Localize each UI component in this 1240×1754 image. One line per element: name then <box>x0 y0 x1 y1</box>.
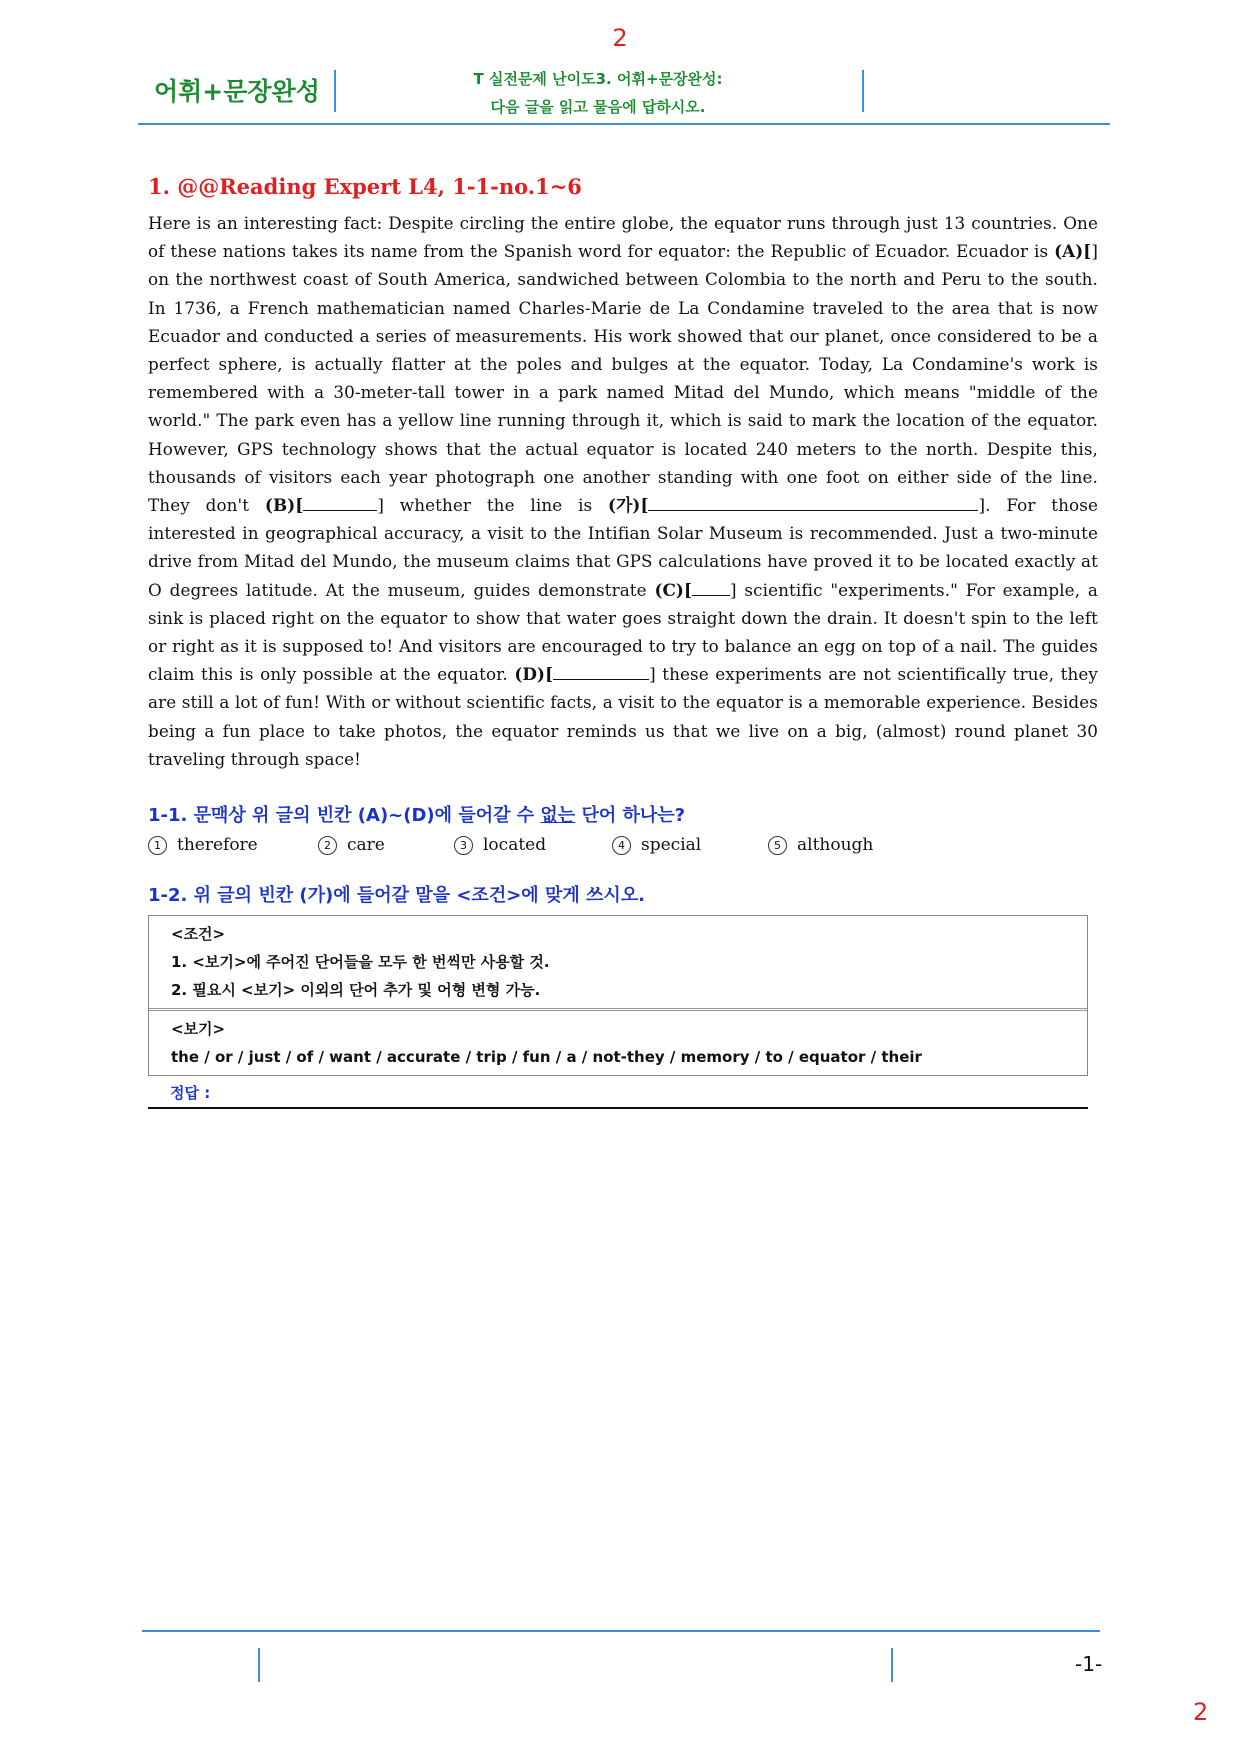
choice-1-number: 1 <box>148 836 167 855</box>
bogi-section <box>149 1008 1087 1075</box>
choice-2-text: care <box>347 835 385 856</box>
header-subtitle-line2: 다음 글을 읽고 물음에 답하시오. <box>490 98 706 116</box>
passage-part-5: ] scientific "experiments." For example, a sink is placed right on the equator to show that water goes straight down the drain. It doesn't spin to the left or right as it is supposed to! And visitors are encouraged to try to balance an egg on top of a nail. The guides claim this is only possible at the equator. <box>148 579 1098 685</box>
choice-3[interactable] <box>454 835 612 855</box>
bogi-heading: <보기> <box>171 1020 226 1039</box>
choice-5-number: 5 <box>768 836 787 855</box>
blank-b-label: (B)[ <box>264 495 304 516</box>
subquestion-2-blank: (가) <box>299 885 334 907</box>
choice-3-number: 3 <box>454 836 473 855</box>
subquestion-1-text-mid: 에 들어갈 수 <box>434 805 541 827</box>
blank-ga-label: (가)[ <box>608 495 649 516</box>
condition-2: 2. 필요시 <보기> 이외의 단어 추가 및 어형 변형 가능. <box>171 981 541 1000</box>
top-page-number: 2 <box>612 24 628 52</box>
footer-divider-left <box>258 1648 260 1682</box>
header-divider-left <box>334 70 336 112</box>
header-title: 어휘+문장완성 <box>154 77 320 106</box>
blank-c <box>692 581 730 596</box>
subquestion-1-number: 1-1. <box>148 805 188 827</box>
subquestion-2-prompt <box>148 881 1098 907</box>
blank-b <box>303 496 377 511</box>
subquestion-1-choices <box>148 835 1098 855</box>
header-subtitle <box>348 65 848 121</box>
footer-page-label: -1- <box>1075 1652 1103 1676</box>
subquestion-1-prompt <box>148 801 1098 827</box>
subquestion-2-text-after: 에 들어갈 말을 <조건>에 맞게 쓰시오. <box>333 885 645 907</box>
choice-4-number: 4 <box>612 836 631 855</box>
blank-a-label: (A)[ <box>1054 241 1092 262</box>
header-divider-right <box>862 70 864 112</box>
choice-4[interactable] <box>612 835 768 855</box>
main-content <box>148 174 1098 1109</box>
subquestion-1-range: (A)~(D) <box>357 805 435 827</box>
passage-part-1: Here is an interesting fact: Despite circling the entire globe, the equator runs through just 13 countries. One of these nations takes its name from the Spanish word for equator: the Republic of Ecuador. Ecuador is <box>148 213 1098 262</box>
blank-d <box>553 665 649 680</box>
conditions-heading: <조건> <box>171 925 226 944</box>
footer-rule <box>142 1630 1100 1632</box>
subquestion-2-text-before: 위 글의 빈칸 <box>187 885 300 907</box>
subquestion-1-text-after: 단어 하나는? <box>575 805 686 827</box>
choice-2-number: 2 <box>318 836 337 855</box>
blank-ga <box>648 496 978 511</box>
answer-field[interactable] <box>148 1076 1088 1109</box>
passage-part-3: ] whether the line is <box>377 495 609 516</box>
bottom-page-number: 2 <box>1193 1698 1209 1726</box>
subquestion-1-text-before: 문맥상 위 글의 빈칸 <box>187 805 358 827</box>
conditions-section <box>149 916 1087 1008</box>
question-title: 1. @@Reading Expert L4, 1-1-no.1~6 <box>148 174 582 199</box>
page-header <box>138 62 1110 124</box>
passage-part-4: ]. For those interested in geographical accuracy, a visit to the Intifian Solar Museum is recommended. Just a two-minute drive from Mitad del Mundo, the museum claims that GPS calculations have proved it to be located exactly at O degrees latitude. At the museum, guides demonstrate <box>148 495 1098 600</box>
choice-3-text: located <box>483 835 547 856</box>
choice-1[interactable] <box>148 835 318 855</box>
subquestion-2-number: 1-2. <box>148 885 188 907</box>
conditions-box <box>148 915 1088 1076</box>
choice-5-text: although <box>797 835 874 856</box>
passage-part-6: ] these experiments are not scientifically true, they are still a lot of fun! With or without scientific facts, a visit to the equator is a memorable experience. Besides being a fun place to take photos, the equator reminds us that we live on a big, (almost) round planet 30 traveling through space! <box>148 664 1098 769</box>
choice-1-text: therefore <box>177 835 258 856</box>
choice-5[interactable] <box>768 835 918 855</box>
header-rule <box>138 123 1110 125</box>
choice-2[interactable] <box>318 835 454 855</box>
blank-d-label: (D)[ <box>514 664 554 685</box>
blank-c-label: (C)[ <box>654 579 693 600</box>
passage-part-2: ] on the northwest coast of South America, sandwiched between Colombia to the north and Peru to the south. In 1736, a French mathematician named Charles-Marie de La Condamine traveled to the area that is now Ecuador and conducted a series of measurements. His work showed that our planet, once considered to be a perfect sphere, is actually flatter at the poles and bulges at the equator. Today, La Condamine's work is remembered with a 30-meter-tall tower in a park named Mitad del Mundo, which means "middle of the world." The park even has a yellow line running through it, which is said to mark the location of the equator. However, GPS technology shows that the actual equator is located 240 meters to the north. Despite this, thousands of visitors each year photograph one another standing with one foot on either side of the line. They don't <box>148 241 1098 516</box>
footer-divider-right <box>891 1648 893 1682</box>
subquestion-1-underlined: 없는 <box>540 805 576 827</box>
reading-passage <box>148 209 1098 773</box>
header-subtitle-line1: T 실전문제 난이도3. 어휘+문장완성: <box>473 70 723 88</box>
choice-4-text: special <box>641 835 702 856</box>
condition-1: 1. <보기>에 주어진 단어들을 모두 한 번씩만 사용할 것. <box>171 953 550 972</box>
answer-label: 정답 : <box>170 1084 211 1103</box>
bogi-words: the / or / just / of / want / accurate / trip / fun / a / not-they / memory / to / equator / their <box>171 1048 922 1067</box>
